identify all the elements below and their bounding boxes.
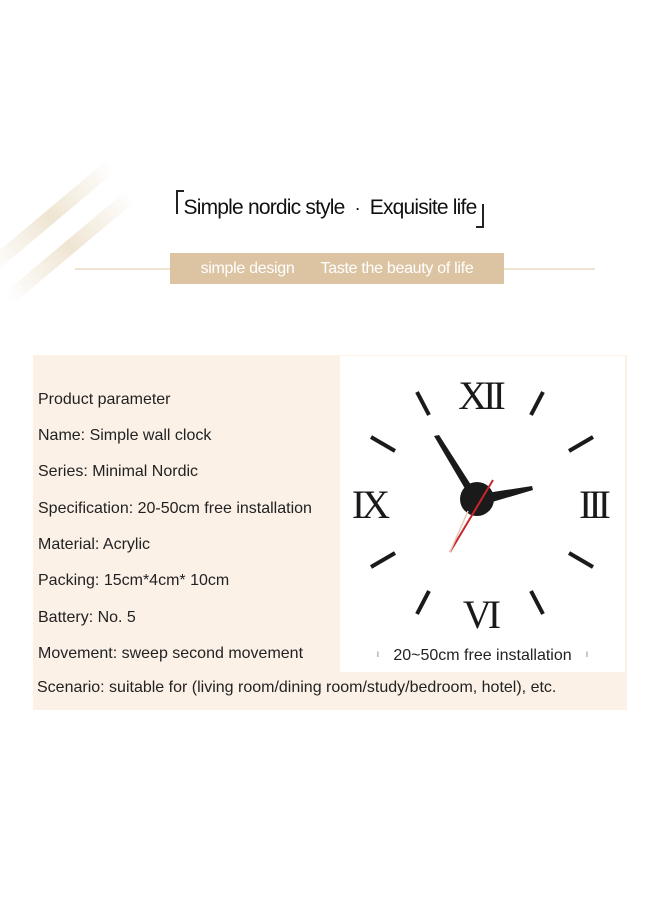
hour-marker xyxy=(417,392,429,415)
numeral-ix: IX xyxy=(351,482,387,527)
hour-marker xyxy=(371,553,395,567)
caption-tick-right: ı xyxy=(585,649,589,660)
divider-right xyxy=(500,268,595,270)
parameter-series: Series: Minimal Nordic xyxy=(38,463,199,480)
second-hand-tail xyxy=(450,511,468,552)
hour-marker xyxy=(531,392,543,415)
bracket-close-icon xyxy=(476,196,486,220)
parameter-scenario: Scenario: suitable for (living room/dining room/study/bedroom, hotel), etc. xyxy=(37,679,557,696)
parameter-heading: Product parameter xyxy=(38,391,171,408)
numeral-vi: VI xyxy=(462,592,498,637)
headline xyxy=(0,196,660,220)
bracket-open-icon xyxy=(174,196,184,220)
parameter-material: Material: Acrylic xyxy=(38,536,151,553)
parameter-battery: Battery: No. 5 xyxy=(38,609,136,626)
parameter-packing: Packing: 15cm*4cm* 10cm xyxy=(38,572,230,589)
tagline-banner xyxy=(170,253,504,284)
parameter-name: Name: Simple wall clock xyxy=(38,427,212,444)
parameter-movement: Movement: sweep second movement xyxy=(38,645,304,662)
size-caption xyxy=(340,647,625,665)
decorative-stripes xyxy=(0,150,140,330)
caption-tick-left: ı xyxy=(376,649,380,660)
numeral-iii: III xyxy=(579,482,607,527)
clock-illustration xyxy=(340,356,625,672)
headline-separator: · xyxy=(354,198,360,218)
banner-left-text: simple design xyxy=(200,259,295,277)
caption-text: 20~50cm free installation xyxy=(393,647,572,664)
hour-marker xyxy=(531,591,543,614)
divider-left xyxy=(75,268,175,270)
hour-marker xyxy=(569,553,593,567)
hour-marker xyxy=(417,591,429,614)
headline-left: Simple nordic style xyxy=(183,196,345,219)
wall-clock-icon xyxy=(340,356,625,646)
parameter-specification: Specification: 20-50cm free installation xyxy=(38,500,312,517)
numeral-xii: XII xyxy=(458,373,502,418)
headline-right: Exquisite life xyxy=(369,196,477,219)
hour-marker xyxy=(569,437,593,451)
hour-marker xyxy=(371,437,395,451)
banner-right-text: Taste the beauty of life xyxy=(320,259,474,277)
